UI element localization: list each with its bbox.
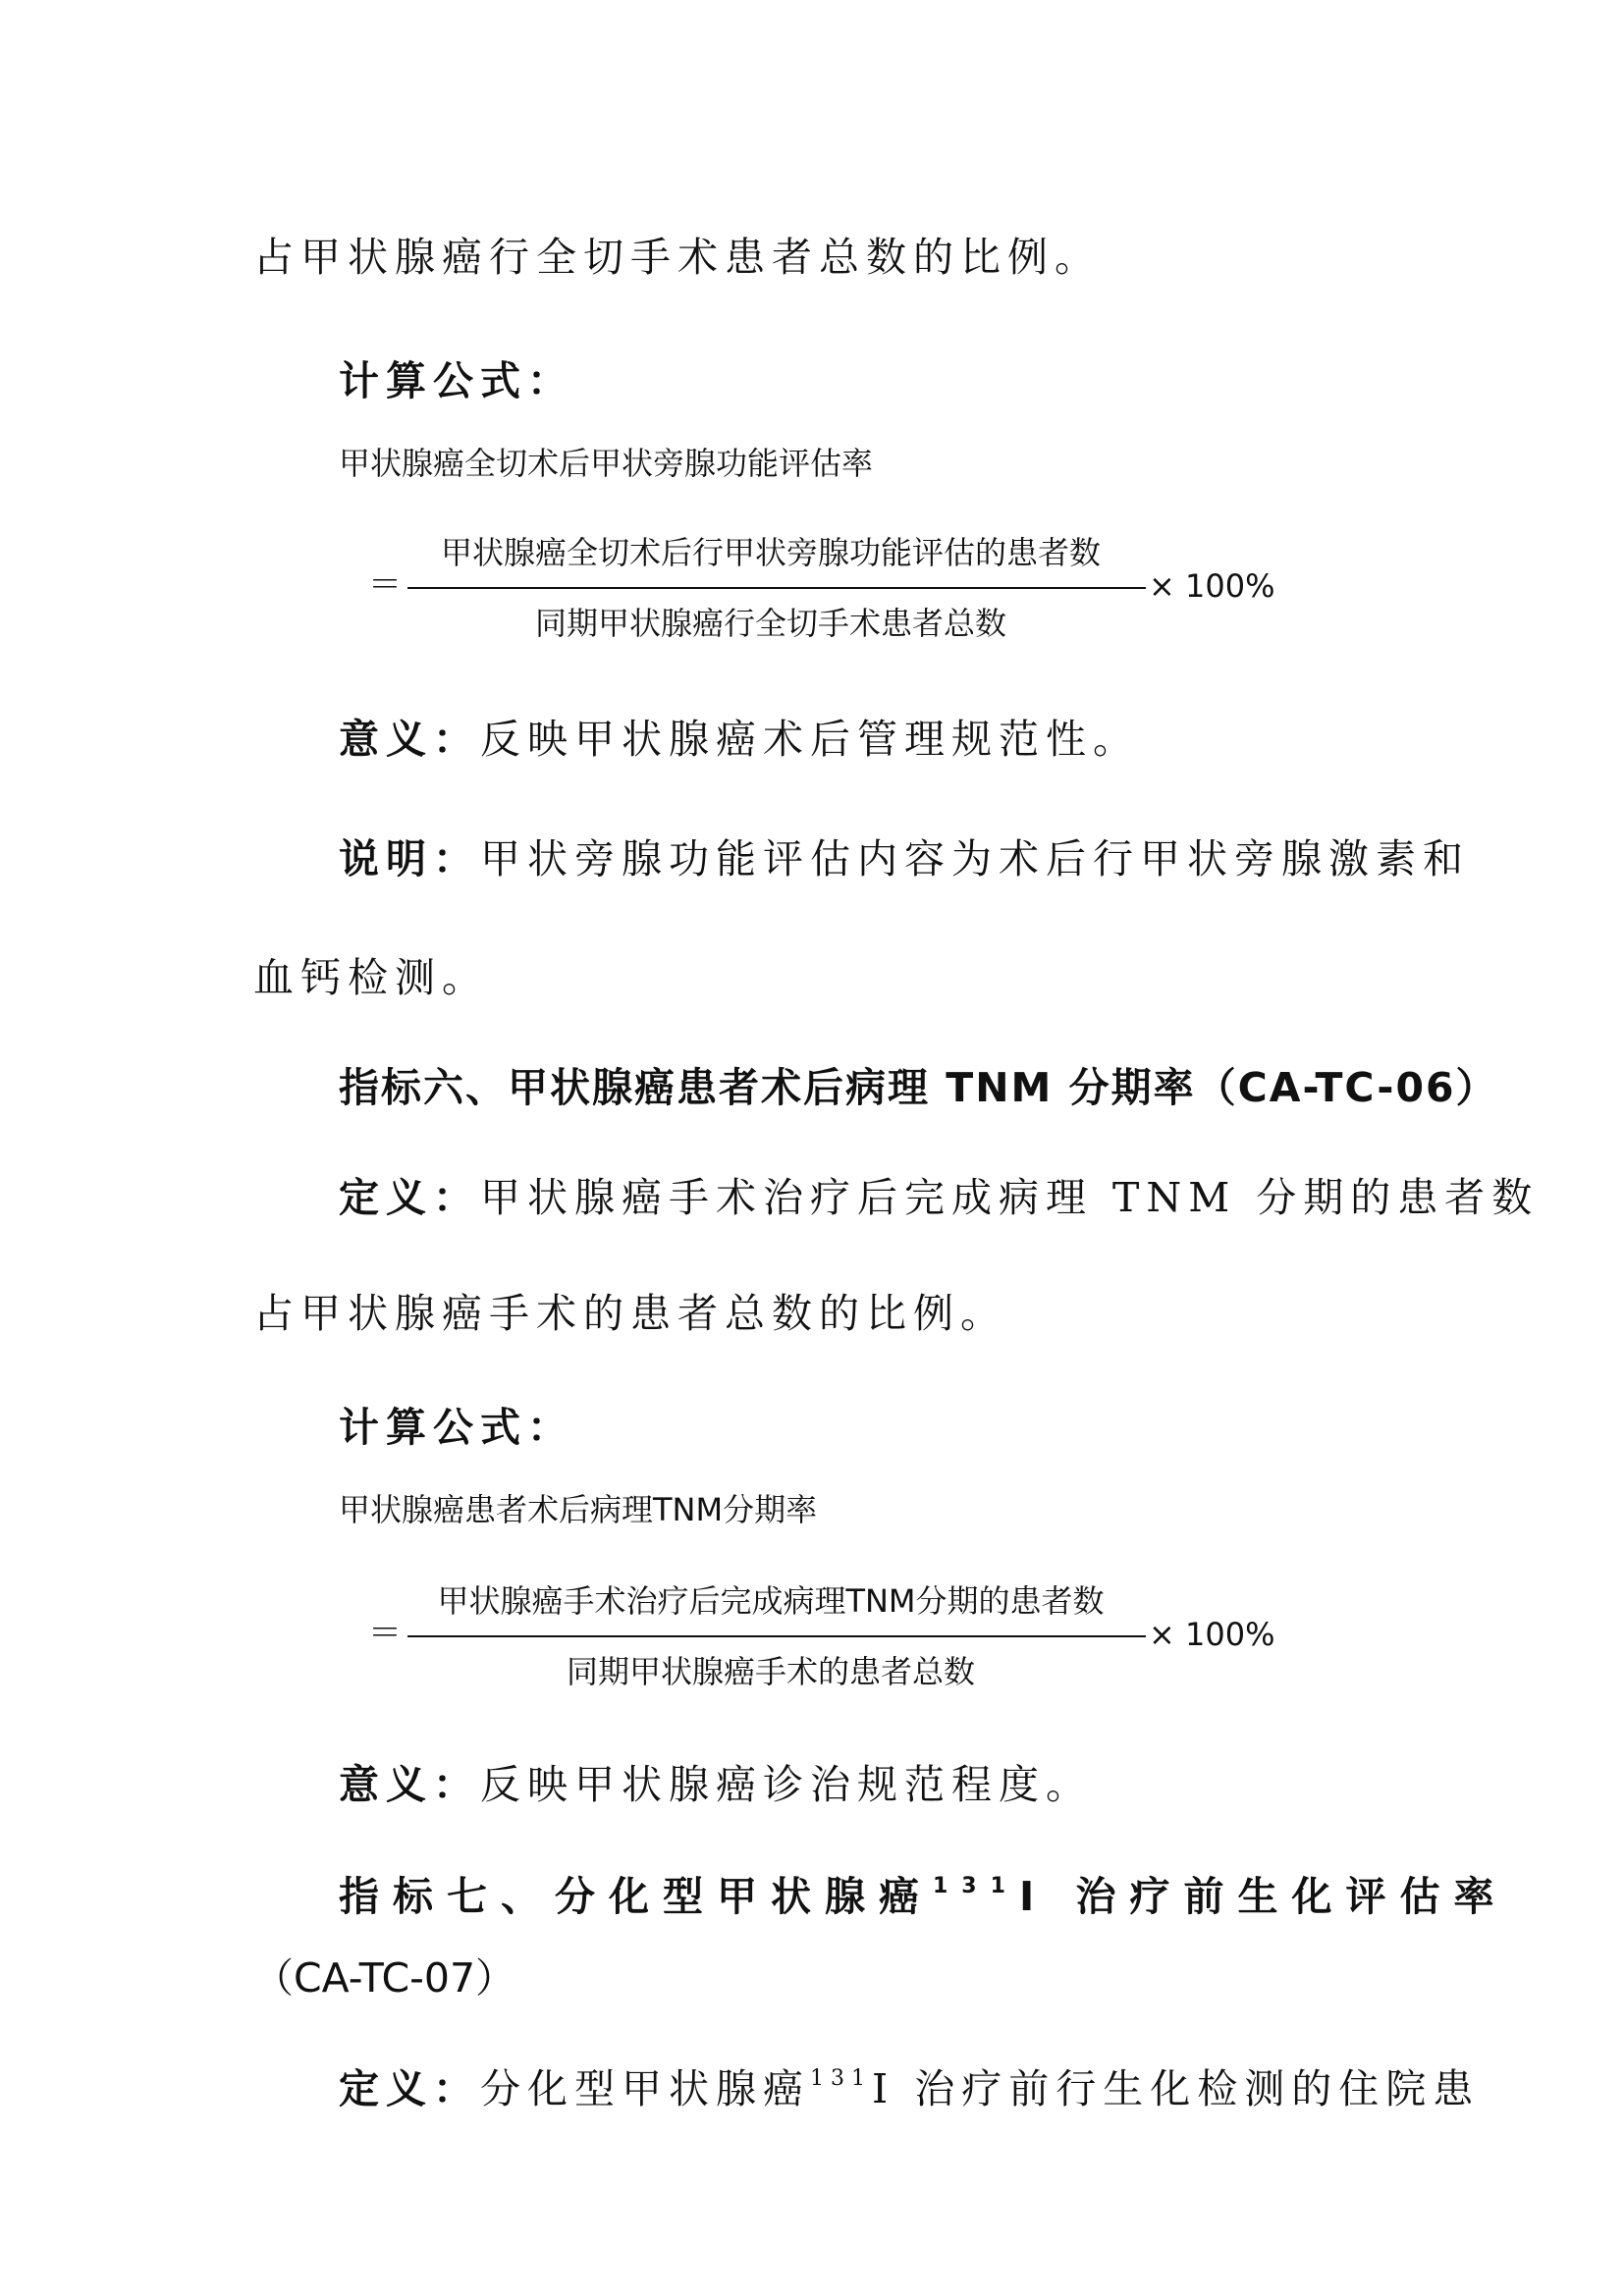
fraction-bar (407, 587, 1146, 589)
note-text-continuation: 血钙检测。 (253, 954, 489, 1001)
equals-sign: ＝ (368, 565, 402, 605)
definition-label: 定义： (339, 1174, 480, 1221)
formula-name: 甲状腺癌患者术后病理TNM分期率 (339, 1491, 818, 1528)
formula-fraction (368, 520, 1291, 648)
definition-paragraph (339, 1168, 1539, 1227)
meaning-label: 意义： (339, 1761, 480, 1808)
formula-numerator: 甲状腺癌手术治疗后完成病理TNM分期的患者数 (437, 1582, 1105, 1620)
formula-label: 计算公式： (339, 1404, 574, 1451)
definition-label: 定义： (339, 2065, 480, 2112)
meaning-paragraph (339, 710, 1140, 769)
meaning-text: 反映甲状腺癌诊治规范程度。 (480, 1761, 1093, 1808)
formula-multiplier: × 100% (1149, 1616, 1275, 1653)
meaning-paragraph (339, 1755, 1093, 1814)
note-label: 说明： (339, 835, 480, 882)
definition-text: 分化型甲状腺癌 (480, 2065, 810, 2112)
meaning-label: 意义： (339, 716, 480, 763)
definition-text-continuation: 占甲状腺癌手术的患者总数的比例。 (253, 1290, 1007, 1337)
equals-sign: ＝ (368, 1614, 402, 1653)
indicator-code: （CA-TC-07） (253, 1954, 516, 2002)
note-text: 甲状旁腺功能评估内容为术后行甲状旁腺激素和 (480, 835, 1470, 882)
fraction-bar (407, 1635, 1146, 1637)
definition-text: 甲状腺癌手术治疗后完成病理 TNM 分期的患者数 (480, 1174, 1540, 1221)
isotope-superscript: 131 (933, 1874, 1019, 1898)
heading-text: I 治疗前生化评估率 (1018, 1873, 1508, 1920)
heading-text: 指标七、分化型甲状腺癌 (339, 1873, 933, 1920)
definition-text: I 治疗前行生化检测的住院患 (872, 2065, 1481, 2112)
formula-multiplier: × 100% (1149, 567, 1275, 605)
formula-fraction (368, 1569, 1291, 1696)
formula-label: 计算公式： (339, 357, 574, 404)
formula-numerator: 甲状腺癌全切术后行甲状旁腺功能评估的患者数 (440, 534, 1101, 571)
meaning-text: 反映甲状腺癌术后管理规范性。 (480, 716, 1140, 763)
indicator-heading-7 (339, 1867, 1507, 1926)
paragraph-continuation: 占甲状腺癌行全切手术患者总数的比例。 (253, 234, 1102, 281)
formula-denominator: 同期甲状腺癌行全切手术患者总数 (534, 605, 1006, 642)
formula-denominator: 同期甲状腺癌手术的患者总数 (566, 1653, 975, 1690)
indicator-heading-6: 指标六、甲状腺癌患者术后病理 TNM 分期率（CA-TC-06） (339, 1064, 1498, 1111)
formula-name: 甲状腺癌全切术后甲状旁腺功能评估率 (339, 445, 874, 482)
isotope-superscript: 131 (810, 2066, 872, 2091)
definition-paragraph (339, 2059, 1480, 2118)
note-paragraph (339, 829, 1470, 888)
